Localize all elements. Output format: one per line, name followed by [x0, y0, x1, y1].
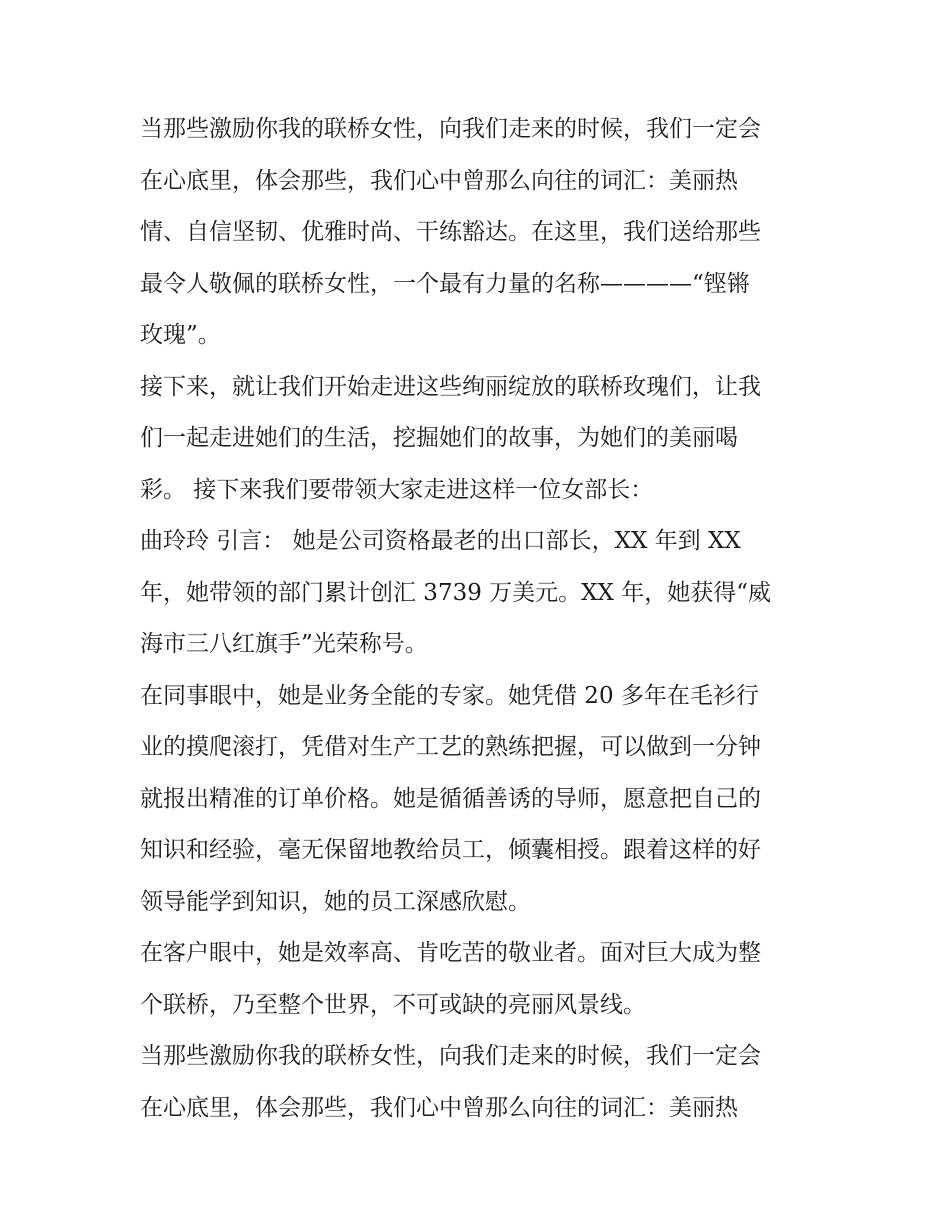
text-line: 曲玲玲 引言： 她是公司资格最老的出口部长，XX 年到 XX [140, 528, 741, 554]
text-line: 知识和经验，毫无保留地教给员工，倾囊相授。跟着这样的好 [140, 837, 761, 863]
text-line: 在客户眼中，她是效率高、肯吃苦的敬业者。面对巨大成为整 [140, 940, 761, 966]
text-line: 海市三八红旗手”光荣称号。 [140, 631, 428, 657]
text-line: 业的摸爬滚打，凭借对生产工艺的熟练把握，可以做到一分钟 [140, 734, 761, 760]
text-line: 在心底里，体会那些，我们心中曾那么向往的词汇：美丽热 [140, 1094, 738, 1121]
text-line: 在心底里，体会那些，我们心中曾那么向往的词汇：美丽热 [140, 167, 738, 194]
document-body [140, 104, 815, 1134]
text-line: 就报出精准的订单价格。她是循循善诱的导师，愿意把自己的 [140, 785, 761, 812]
text-line: 玫瑰”。 [140, 322, 221, 348]
text-line: 情、自信坚韧、优雅时尚、干练豁达。在这里，我们送给那些 [140, 219, 761, 245]
text-line: 当那些激励你我的联桥女性，向我们走来的时候，我们一定会 [140, 1043, 761, 1069]
text-line: 领导能学到知识，她的员工深感欣慰。 [140, 888, 531, 915]
text-line: 们一起走进她们的生活，挖掘她们的故事，为她们的美丽喝 [140, 425, 738, 451]
text-line: 最令人敬佩的联桥女性，一个最有力量的名称————“铿锵 [140, 270, 750, 297]
text-line: 年，她带领的部门累计创汇 3739 万美元。XX 年，她获得“威 [140, 579, 771, 606]
text-line: 当那些激励你我的联桥女性，向我们走来的时候，我们一定会 [140, 116, 761, 142]
text-line: 个联桥，乃至整个世界，不可或缺的亮丽风景线。 [140, 991, 646, 1018]
text-line: 接下来，就让我们开始走进这些绚丽绽放的联桥玫瑰们，让我 [140, 373, 761, 400]
text-line: 彩。 接下来我们要带领大家走进这样一位女部长： [140, 476, 654, 503]
text-line: 在同事眼中，她是业务全能的专家。她凭借 20 多年在毛衫行 [140, 682, 759, 709]
